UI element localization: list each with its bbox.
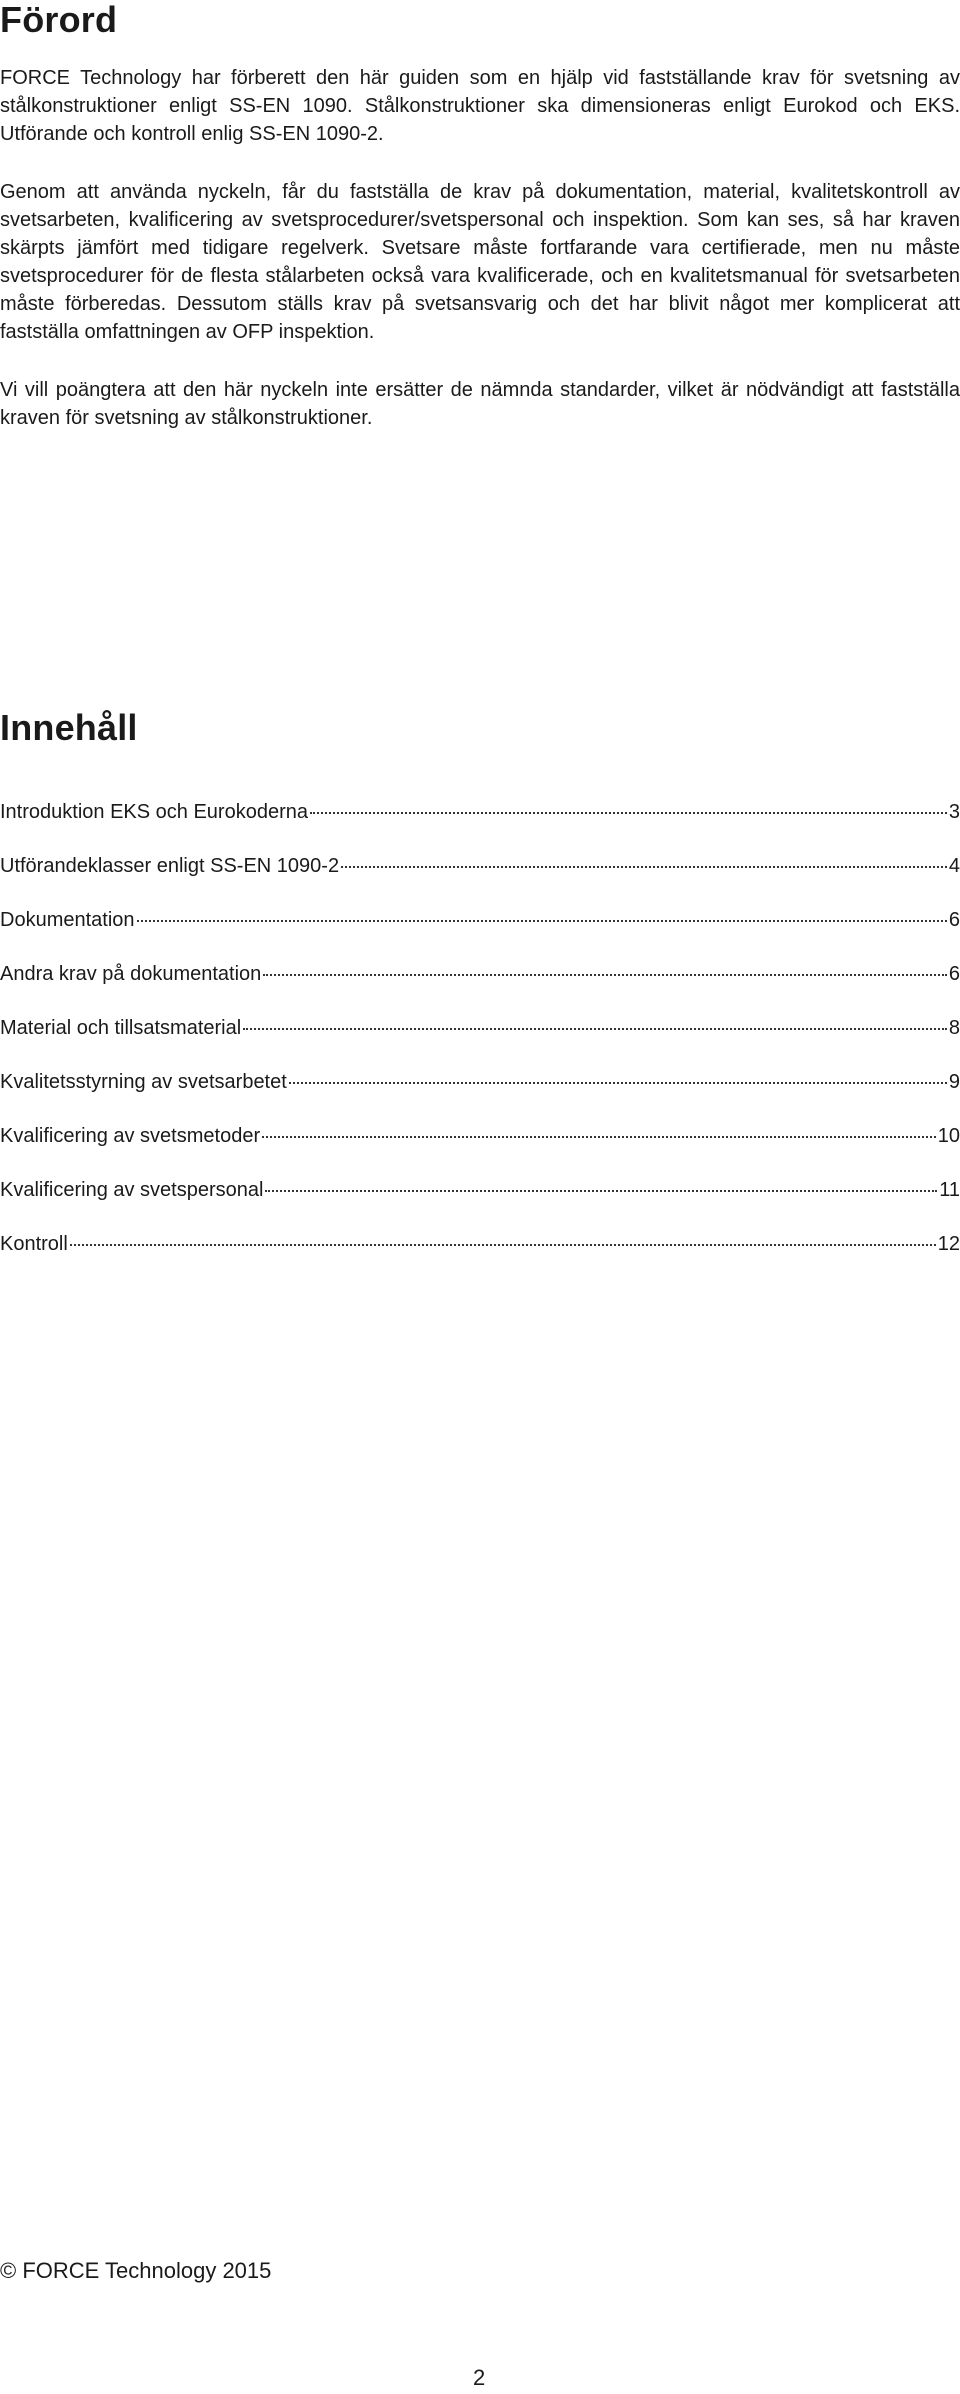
toc-entry-label: Introduktion EKS och Eurokoderna xyxy=(0,801,308,823)
toc-dot-leader xyxy=(262,1136,936,1138)
toc-dot-leader xyxy=(289,1082,947,1084)
toc-dot-leader xyxy=(70,1244,936,1246)
toc-entry-page: 3 xyxy=(948,801,960,823)
toc-entry-label: Kvalitetsstyrning av svetsarbetet xyxy=(0,1071,287,1093)
contents-title: Innehåll xyxy=(0,707,138,748)
toc-entry-page: 4 xyxy=(948,855,960,877)
table-of-contents xyxy=(0,798,960,1284)
toc-entry-label: Kontroll xyxy=(0,1233,68,1255)
toc-entry-utforandeklasser[interactable] xyxy=(0,852,960,880)
copyright-notice: © FORCE Technology 2015 xyxy=(0,2258,272,2283)
page-number: 2 xyxy=(473,2365,486,2390)
toc-entry-page: 10 xyxy=(937,1125,960,1147)
toc-entry-page: 9 xyxy=(948,1071,960,1093)
toc-entry-page: 6 xyxy=(948,963,960,985)
toc-dot-leader xyxy=(341,866,947,868)
toc-entry-page: 8 xyxy=(948,1017,960,1039)
toc-entry-material[interactable] xyxy=(0,1014,960,1042)
foreword-paragraph: FORCE Technology har förberett den här guiden som en hjälp vid fastställande krav för svetsning av stålkonstruktioner enligt SS-EN 1090. Stålkonstruktioner ska dimensioneras enligt Eurokod och EKS. Utförande och kontroll enlig SS-EN 1090-2. xyxy=(0,67,960,145)
toc-entry-kontroll[interactable] xyxy=(0,1230,960,1258)
toc-dot-leader xyxy=(243,1028,947,1030)
toc-entry-label: Kvalificering av svetsmetoder xyxy=(0,1125,261,1147)
toc-dot-leader xyxy=(263,974,947,976)
toc-entry-page: 11 xyxy=(939,1179,960,1201)
toc-entry-kvalitetsstyrning[interactable] xyxy=(0,1068,960,1096)
foreword-title: Förord xyxy=(0,0,118,40)
toc-entry-label: Material och tillsatsmaterial xyxy=(0,1017,242,1039)
toc-entry-label: Kvalificering av svetspersonal xyxy=(0,1179,264,1201)
toc-entry-label: Utförandeklasser enligt SS-EN 1090-2 xyxy=(0,855,340,877)
toc-entry-svetsmetoder[interactable] xyxy=(0,1122,960,1150)
toc-entry-page: 12 xyxy=(937,1233,960,1255)
toc-entry-label: Dokumentation xyxy=(0,909,135,931)
toc-entry-label: Andra krav på dokumentation xyxy=(0,963,262,985)
toc-entry-svetspersonal[interactable] xyxy=(0,1176,960,1204)
toc-dot-leader xyxy=(310,812,947,814)
toc-dot-leader xyxy=(137,920,947,922)
foreword-paragraph: Vi vill poängtera att den här nyckeln inte ersätter de nämnda standarder, vilket är nödvändigt att fastställa kraven för svetsning av stålkonstruktioner. xyxy=(0,379,960,429)
toc-dot-leader xyxy=(265,1190,937,1192)
foreword-paragraph: Genom att använda nyckeln, får du fastställa de krav på dokumentation, material, kvalitetskontroll av svetsarbeten, kvalificering av svetsprocedurer/svetspersonal och inspektion. Som kan ses, så har kraven skärpts jämfört med tidigare regelverk. Svetsare måste fortfarande vara certifierade, men nu måste svetsprocedurer för de flesta stålarbeten också vara kvalificerade, och en kvalitetsmanual för svetsarbeten måste förberedas. Dessutom ställs krav på svetsansvarig och det har blivit något mer komplicerat att fastställa omfattningen av OFP inspektion. xyxy=(0,181,960,343)
foreword-body xyxy=(0,64,960,462)
toc-entry-page: 6 xyxy=(948,909,960,931)
toc-entry-dokumentation[interactable] xyxy=(0,906,960,934)
toc-entry-andra-krav[interactable] xyxy=(0,960,960,988)
toc-entry-introduktion[interactable] xyxy=(0,798,960,826)
